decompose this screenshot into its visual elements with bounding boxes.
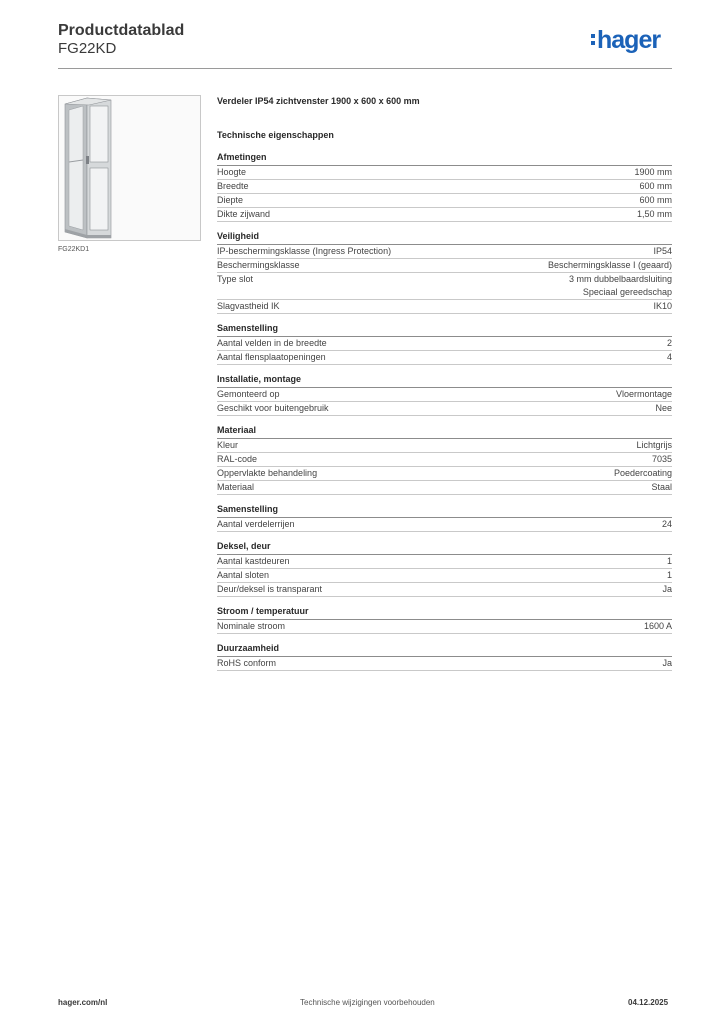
- property-group: [217, 150, 672, 222]
- property-label: Materiaal: [217, 482, 255, 492]
- property-label: Aantal velden in de breedte: [217, 338, 327, 348]
- property-row: [217, 245, 672, 259]
- property-group: [217, 502, 672, 532]
- property-row: [217, 518, 672, 532]
- property-value: Nee: [655, 403, 672, 413]
- property-label: RoHS conform: [217, 658, 277, 668]
- property-value: 1: [666, 556, 672, 566]
- property-row: [217, 180, 672, 194]
- group-title: Samenstelling: [217, 321, 672, 337]
- property-row: [217, 555, 672, 569]
- property-value: Ja: [662, 584, 672, 594]
- property-row: [217, 657, 672, 671]
- property-value: 600 mm: [639, 195, 672, 205]
- property-row: [217, 569, 672, 583]
- property-row: [217, 166, 672, 180]
- property-label: RAL-code: [217, 454, 258, 464]
- property-value: 3 mm dubbelbaardsluiting Speciaal gereedschap: [568, 274, 672, 297]
- property-value: Ja: [662, 658, 672, 668]
- property-row: [217, 337, 672, 351]
- property-label: Dikte zijwand: [217, 209, 271, 219]
- group-title: Samenstelling: [217, 502, 672, 518]
- property-value: Lichtgrijs: [636, 440, 672, 450]
- property-row: [217, 351, 672, 365]
- property-label: Diepte: [217, 195, 244, 205]
- product-image: [58, 95, 201, 241]
- logo-text: hager: [597, 26, 661, 54]
- property-value: 1600 A: [643, 621, 672, 631]
- property-row: [217, 620, 672, 634]
- property-row: [217, 194, 672, 208]
- property-label: Gemonteerd op: [217, 389, 280, 399]
- property-value: IK10: [653, 301, 672, 311]
- property-group: [217, 229, 672, 314]
- footer-date: 04.12.2025: [628, 998, 669, 1007]
- property-value: 1900 mm: [634, 167, 672, 177]
- enclosure-illustration: [59, 96, 200, 240]
- group-title: Materiaal: [217, 423, 672, 439]
- property-row: [217, 300, 672, 314]
- property-row: [217, 467, 672, 481]
- property-group: [217, 604, 672, 634]
- property-label: Kleur: [217, 440, 239, 450]
- property-group: [217, 539, 672, 597]
- group-title: Veiligheid: [217, 229, 672, 245]
- property-group: [217, 321, 672, 365]
- section-heading: Technische eigenschappen: [217, 130, 334, 140]
- property-label: Beschermingsklasse: [217, 260, 300, 270]
- group-title: Afmetingen: [217, 150, 672, 166]
- property-value: 7035: [651, 454, 672, 464]
- property-row: [217, 402, 672, 416]
- property-label: Slagvastheid IK: [217, 301, 280, 311]
- property-label: Type slot: [217, 274, 254, 284]
- product-code: FG22KD: [58, 40, 117, 57]
- property-label: Aantal verdelerrijen: [217, 519, 295, 529]
- property-label: Aantal sloten: [217, 570, 270, 580]
- property-row: [217, 439, 672, 453]
- property-group: [217, 423, 672, 495]
- property-label: Nominale stroom: [217, 621, 286, 631]
- logo-dots-icon: [591, 34, 596, 48]
- product-title: Verdeler IP54 zichtvenster 1900 x 600 x 600 mm: [217, 96, 420, 106]
- property-value: 1,50 mm: [636, 209, 672, 219]
- property-value: Beschermingsklasse I (geaard): [547, 260, 672, 270]
- property-group: [217, 641, 672, 671]
- property-value: Poedercoating: [613, 468, 672, 478]
- property-label: Hoogte: [217, 167, 247, 177]
- footer-notice: Technische wijzigingen voorbehouden: [300, 998, 435, 1007]
- property-value: 4: [666, 352, 672, 362]
- property-value: Staal: [651, 482, 672, 492]
- property-label: Oppervlakte behandeling: [217, 468, 318, 478]
- property-row: [217, 208, 672, 222]
- property-row: [217, 388, 672, 402]
- property-value: 600 mm: [639, 181, 672, 191]
- property-row: [217, 583, 672, 597]
- property-label: Breedte: [217, 181, 249, 191]
- property-row: [217, 481, 672, 495]
- property-label: Aantal kastdeuren: [217, 556, 290, 566]
- property-value: IP54: [653, 246, 672, 256]
- product-content: [217, 94, 672, 671]
- group-title: Duurzaamheid: [217, 641, 672, 657]
- property-row: [217, 453, 672, 467]
- property-label: Geschikt voor buitengebruik: [217, 403, 329, 413]
- property-value: 1: [666, 570, 672, 580]
- group-title: Deksel, deur: [217, 539, 672, 555]
- document-title: Productdatablad: [58, 22, 185, 39]
- property-row: [217, 259, 672, 273]
- group-title: Installatie, montage: [217, 372, 672, 388]
- group-title: Stroom / temperatuur: [217, 604, 672, 620]
- property-value: 24: [661, 519, 672, 529]
- property-row: [217, 273, 672, 300]
- property-label: IP-beschermingsklasse (Ingress Protection): [217, 246, 392, 256]
- footer-website: hager.com/nl: [58, 998, 108, 1007]
- property-label: Aantal flensplaatopeningen: [217, 352, 326, 362]
- image-caption: FG22KD1: [58, 246, 90, 253]
- property-value: 2: [666, 338, 672, 348]
- property-value: Vloermontage: [615, 389, 672, 399]
- property-label: Deur/deksel is transparant: [217, 584, 323, 594]
- property-groups: [217, 150, 672, 671]
- property-group: [217, 372, 672, 416]
- header-divider: [58, 68, 672, 69]
